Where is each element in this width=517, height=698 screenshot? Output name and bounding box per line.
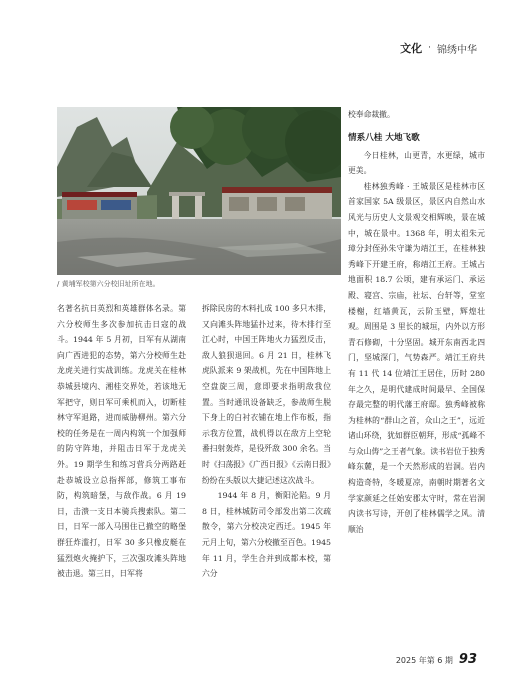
paragraph: 拆除民房的木料扎成 100 多只木排，又向滩头阵地猛扑过来，待木排行至江心时，中国王阵地火力猛烈反击，敌人狼狈退回。6 月 21 日，桂林飞虎队派来 9 架战机，先在中国阵地上空盘旋三周，意即要求指明敌我位置。当时通讯设备缺乏，参战师生脱下身上的白衬衣铺在地上作布板，指示我方位置，战机得以在敌方上空轮番扫射轰炸，是役歼敌 300 余名。当时《扫荡报》《广西日报》《云南日报》纷纷在头版以大捷记述这次战斗。	[202, 304, 331, 485]
paragraph: 1944 年 8 月，衡阳沦陷。9 月 8 日，桂林城防司令部发出第二次疏散令，第六分校决定西迁。1945 年元月上旬，第六分校撤至百色。1945 年 11 月，学生合并到成都本校，第六分	[202, 491, 331, 579]
article-column-3	[348, 107, 485, 537]
page-number: 93	[458, 652, 477, 667]
paragraph: 名著名抗日英烈和英雄群体名录。第六分校师生多次参加抗击日寇的战斗。1944 年 5 月初，日军有从湖南向广西进犯的态势，第六分校师生赴龙虎关进行实战训练。龙虎关在桂林恭城县境内、湘桂交界处，若该地无军把守，则日军可乘机而入，切断桂林守军退路，进而威胁柳州。第六分校的任务是在一周内构筑一个加强师的防守阵地，并阻击日军于龙虎关外。19 期学生和练习营兵分两路赶赴恭城设立总指挥部，修筑工事布防，构筑暗堡，与敌作战。6 月 19 日，击溃一支日本骑兵搜索队。第二日，日军一部入马围住已撤空的略堡群狂炸滥打，日军 30 多只橡皮艇在猛烈炮火掩护下，三次强攻滩头阵地被击退。第三日，日军将	[57, 304, 186, 579]
column-title: 锦绣中华	[437, 44, 477, 56]
section-title: 文化	[400, 42, 423, 55]
paragraph: 今日桂林，山更青，水更绿，城市更美。	[348, 150, 485, 176]
article-column-1	[57, 301, 186, 582]
section-heading: 情系八桂 大地飞歌	[348, 132, 420, 143]
article-column-2	[202, 301, 331, 582]
paragraph: 桂林独秀峰 · 王城景区是桂林市区首家国家 5A 级景区，景区内自然山水风光与历史人文景观交相辉映，景在城中，城在景中。1368 年，明太祖朱元璋分封侄孙朱守谦为靖江王，在桂林独秀峰下开建王府，称靖江王府。王城占地面积 18.7 公顷，建有承运门、承运殿、寝宫、宗庙，社坛、台轩等，堂室楼榭，红墙黄瓦，云阶玉壁，辉煌壮观。周围是 3 里长的城垣，内外以方形青石修砌，十分坚固。城开东南西北四门，坚城深门，气势森严。靖江王府共有 11 代 14 位靖江王居住，历时 280 年之久，是明代建成时间最早、全国保存最完整的明代藩王府邸。独秀峰被称为桂林的“群山之首，众山之王”，远近诸山环绕，犹如群臣朝拜，形成“孤峰不与众山俦”之王者气象。读书岩位于独秀峰东麓，是一个天然形成的岩洞。岩内构造奇特，冬暖夏凉，南朝时期著名文学家颜延之任始安郡太守时，常在岩洞内读书写诗，开创了桂林儒学之风。清顺治	[348, 181, 485, 534]
issue-label: 2025 年第 6 期	[395, 656, 453, 665]
page-header	[400, 40, 477, 56]
article-photo	[57, 107, 341, 275]
paragraph: 校奉命裁撤。	[348, 110, 395, 119]
photo-caption: / 黄埔军校第六分校旧址所在地。	[57, 280, 160, 288]
page-footer	[396, 652, 477, 667]
header-separator: ·	[428, 43, 431, 53]
